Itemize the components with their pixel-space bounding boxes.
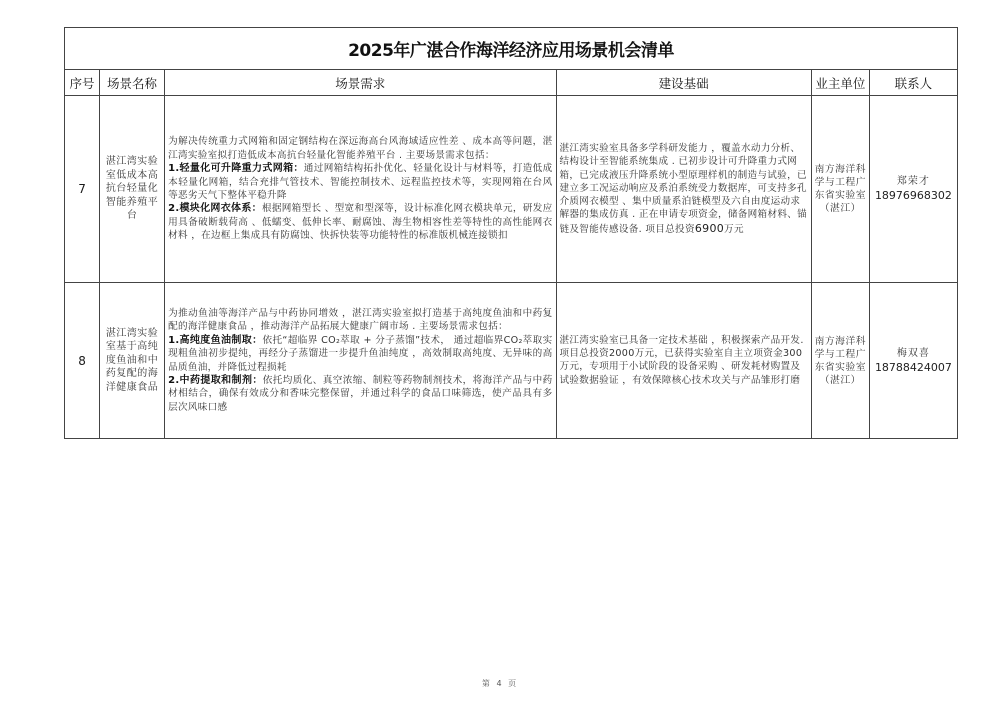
table-row — [65, 96, 958, 283]
basis-investment-amount: 6900 — [694, 221, 725, 235]
owner-unit: 南方海洋科学与工程广东省实验室（湛江） — [811, 96, 869, 283]
scenario-name: 湛江湾实验室基于高纯度鱼油和中药复配的海洋健康食品 — [100, 283, 165, 439]
scenario-requirement — [165, 96, 556, 283]
scenario-table — [64, 27, 958, 439]
requirement-item-1-title: 1.高纯度鱼油制取： — [168, 334, 263, 346]
owner-unit: 南方海洋科学与工程广东省实验室（湛江） — [811, 283, 869, 439]
header-requirement: 场景需求 — [165, 70, 556, 96]
construction-basis — [556, 96, 811, 283]
contact-phone: 18788424007 — [874, 360, 952, 374]
contact-person — [869, 96, 957, 283]
row-seq: 7 — [65, 96, 100, 283]
page-number: 第 4 页 — [481, 679, 519, 688]
requirement-item-2-title: 2.中药提取和制剂： — [168, 374, 263, 386]
requirement-item-1 — [168, 162, 552, 202]
requirement-item-1-text: 依托“超临界 CO₂萃取 + 分子蒸馏”技术， 通过超临界CO₂萃取实现粗鱼油初步提纯，再经分子蒸馏进一步提升鱼油纯度 ，高效制取高纯度、无异味的高品质鱼油，并降低过程损耗 — [168, 334, 553, 373]
header-basis: 建设基础 — [556, 70, 811, 96]
page-title: 2025年广湛合作海洋经济应用场景机会清单 — [65, 28, 958, 70]
header-seq: 序号 — [65, 70, 100, 96]
requirement-item-2 — [168, 374, 552, 414]
requirement-item-1-title: 1.轻量化可升降重力式网箱： — [168, 163, 304, 175]
requirement-item-1-text: 通过网箱结构拓扑优化、轻量化设计与材料等，打造低成本轻量化网箱，结合充排气管技术、智能控制技术、远程监控技术等，实现网箱在台风等恶劣天气下整体平稳升降 — [168, 163, 553, 201]
header-name: 场景名称 — [100, 70, 165, 96]
row-seq: 8 — [65, 283, 100, 439]
requirement-item-2 — [168, 202, 552, 242]
table-row — [65, 283, 958, 439]
scenario-name: 湛江湾实验室低成本高抗台轻量化智能养殖平台 — [100, 96, 165, 283]
opportunity-list-sheet — [64, 27, 958, 439]
table-header-row — [65, 70, 958, 96]
basis-text: 湛江湾实验室已具备一定技术基础 ，积极探索产品开发. 项目总投资2000万元，已获得实验室自主立项资金300万元，专项用于小试阶段的设备采购 、研发耗材购置及试验数据验证 ，有效保障核心技术攻关与产品雏形打磨 — [559, 334, 804, 387]
requirement-item-2-text: 根据网箱型长 、型宽和型深等，设计标准化网衣模块单元，研发应用具备破断载荷高 、低蠕变、低伸长率、耐腐蚀、海生物相容性差等特性的高性能网衣材料 ，在边框上集成具有防腐蚀、快拆快装等功能特性的标准版机械连接锁扣 — [168, 203, 553, 242]
header-contact: 联系人 — [869, 70, 957, 96]
contact-phone: 18976968302 — [874, 189, 952, 202]
requirement-item-1 — [168, 334, 552, 374]
contact-name: 梅双喜 — [896, 347, 930, 359]
requirement-intro: 为推动鱼油等海洋产品与中药协同增效 ，湛江湾实验室拟打造基于高纯度鱼油和中药复配的海洋健康食品 ，推动海洋产品拓展大健康广阔市场 . 主要场景需求包括： — [168, 307, 553, 333]
basis-text: 湛江湾实验室具备多学科研发能力 ，覆盖水动力分析、结构设计至智能系统集成 . 已初步设计可升降重力式网箱，已完成液压升降系统小型原理样机的制造与试验，已建立多工况运动响应及系泊系统受力数据库，可支持多孔介质网衣模型 、集中质量系泊链模型及六自由度运动求解器的集成仿真 . 正在申请专项资金，储备网箱材料、锚链及智能传感设备. 项目总投资 — [559, 143, 808, 235]
basis-suffix: 万元 — [724, 223, 744, 235]
construction-basis — [556, 283, 811, 439]
contact-person — [869, 283, 957, 439]
requirement-item-2-text: 依托均质化、真空浓缩、制粒等药物制剂技术，将海洋产品与中药材相结合，确保有效成分和香味完整保留，并通过科学的食品口味筛选，使产品具有多层次风味口感 — [168, 374, 553, 413]
contact-name: 郑荣才 — [896, 176, 930, 187]
requirement-intro: 为解决传统重力式网箱和固定钢结构在深远海高台风海域适应性差 、成本高等问题，湛江湾实验室拟打造低成本高抗台轻量化智能养殖平台 . 主要场景需求包括： — [168, 136, 553, 161]
scenario-requirement — [165, 283, 556, 439]
requirement-item-2-title: 2.模块化网衣体系： — [168, 203, 262, 215]
header-owner: 业主单位 — [811, 70, 869, 96]
